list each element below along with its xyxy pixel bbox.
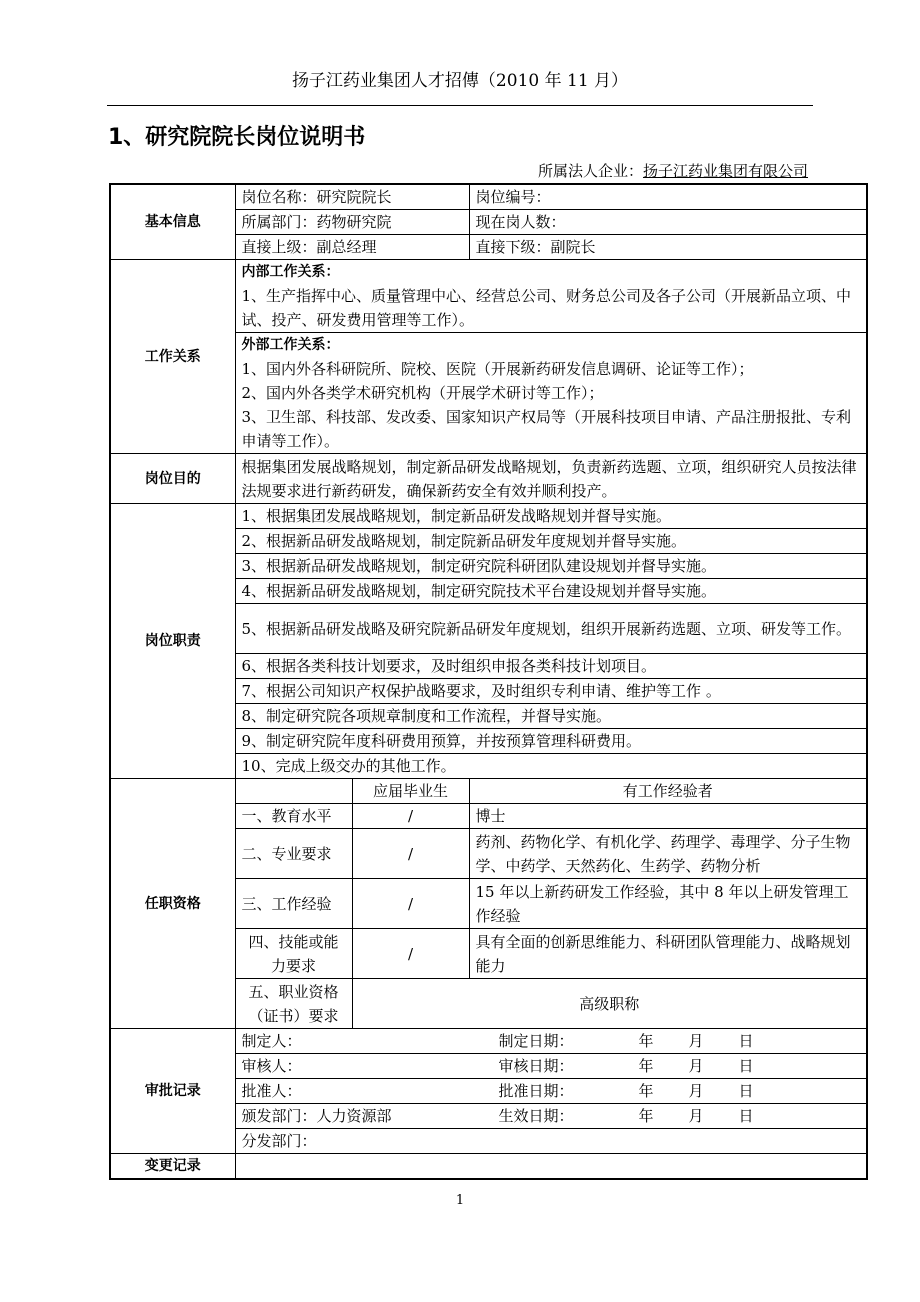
- approval-month: 月: [688, 1032, 704, 1050]
- qual-experienced: 博士: [469, 804, 867, 829]
- qual-col-experienced: 有工作经验者: [469, 779, 867, 804]
- duty-item: 2、根据新品研发战略规划，制定院新品研发年度规划并督导实施。: [235, 529, 867, 554]
- section-purpose: 岗位目的: [110, 454, 235, 504]
- org-line: [538, 160, 808, 181]
- approval-date-label: 制定日期：: [498, 1032, 574, 1050]
- approval-month: 月: [688, 1107, 704, 1125]
- approval-day: 日: [738, 1032, 754, 1050]
- qual-graduate: /: [352, 879, 469, 929]
- changes-value: [235, 1154, 867, 1180]
- duty-item: 7、根据公司知识产权保护战略要求，及时组织专利申请、维护等工作 。: [235, 679, 867, 704]
- qual-corner: [235, 779, 352, 804]
- org-name: 扬子江药业集团有限公司: [642, 162, 808, 180]
- qual-label: 一、教育水平: [235, 804, 352, 829]
- job-description-table: [109, 183, 868, 1180]
- qual-label: 二、专业要求: [235, 829, 352, 879]
- approval-person: 批准人：: [241, 1082, 302, 1100]
- approval-row: [235, 1104, 867, 1129]
- approval-row: [235, 1079, 867, 1104]
- approval-date-label: 生效日期：: [498, 1107, 574, 1125]
- internal-relations-text: 1、生产指挥中心、质量管理中心、经营总公司、财务总公司及各子公司（开展新品立项、中试、投产、研发费用管理等工作）。: [241, 287, 852, 329]
- qual-certificate: 高级职称: [352, 979, 867, 1029]
- approval-row: [235, 1029, 867, 1054]
- duty-item: 9、制定研究院年度科研费用预算，并按预算管理科研费用。: [235, 729, 867, 754]
- qual-label: 四、技能或能力要求: [235, 929, 352, 979]
- approval-month: 月: [688, 1057, 704, 1075]
- approval-person: 制定人：: [241, 1032, 302, 1050]
- duty-item: 8、制定研究院各项规章制度和工作流程，并督导实施。: [235, 704, 867, 729]
- basic-cell: 岗位名称：研究院院长: [235, 184, 469, 210]
- approval-year: 年: [638, 1032, 654, 1050]
- duty-item: 10、完成上级交办的其他工作。: [235, 754, 867, 779]
- approval-day: 日: [738, 1057, 754, 1075]
- section-changes: 变更记录: [110, 1154, 235, 1180]
- section-approval: 审批记录: [110, 1029, 235, 1154]
- approval-month: 月: [688, 1082, 704, 1100]
- qual-label: 五、职业资格（证书）要求: [235, 979, 352, 1029]
- external-relation-item: 3、卫生部、科技部、发改委、国家知识产权局等（开展科技项目申请、产品注册报批、专利申请等工作）。: [241, 408, 852, 450]
- page-number: 1: [455, 1193, 465, 1208]
- duty-item: 6、根据各类科技计划要求，及时组织申报各类科技计划项目。: [235, 654, 867, 679]
- qual-graduate: /: [352, 929, 469, 979]
- approval-row: [235, 1054, 867, 1079]
- section-qualifications: 任职资格: [110, 779, 235, 1029]
- header-rule: [107, 105, 813, 106]
- qual-graduate: /: [352, 829, 469, 879]
- basic-cell: 岗位编号：: [469, 184, 867, 210]
- approval-person: 审核人：: [241, 1057, 302, 1075]
- document-title: 1、研究院院长岗位说明书: [108, 125, 366, 150]
- section-basic-info: 基本信息: [110, 184, 235, 260]
- external-relation-item: 2、国内外各类学术研究机构（开展学术研讨等工作）；: [241, 384, 604, 402]
- approval-year: 年: [638, 1082, 654, 1100]
- approval-year: 年: [638, 1107, 654, 1125]
- qual-experienced: 具有全面的创新思维能力、科研团队管理能力、战略规划能力: [469, 929, 867, 979]
- approval-date-label: 审核日期：: [498, 1057, 574, 1075]
- qual-label: 三、工作经验: [235, 879, 352, 929]
- qual-experienced: 15 年以上新药研发工作经验，其中 8 年以上研发管理工作经验: [469, 879, 867, 929]
- basic-cell: 直接下级：副院长: [469, 235, 867, 260]
- duty-item: 3、根据新品研发战略规划，制定研究院科研团队建设规划并督导实施。: [235, 554, 867, 579]
- approval-date-label: 批准日期：: [498, 1082, 574, 1100]
- duty-item: 1、根据集团发展战略规划，制定新品研发战略规划并督导实施。: [235, 504, 867, 529]
- section-duties: 岗位职责: [110, 504, 235, 779]
- external-relation-item: 1、国内外各科研院所、院校、医院（开展新药研发信息调研、论证等工作）；: [241, 360, 754, 378]
- qual-experienced: 药剂、药物化学、有机化学、药理学、毒理学、分子生物学、中药学、天然药化、生药学、药物分析: [469, 829, 867, 879]
- qual-col-graduate: 应届毕业生: [352, 779, 469, 804]
- basic-cell: 直接上级：副总经理: [235, 235, 469, 260]
- page-header: 扬子江药业集团人才招傳（2010 年 11 月）: [291, 71, 629, 91]
- purpose-text: 根据集团发展战略规划，制定新品研发战略规划，负责新药选题、立项，组织研究人员按法律法规要求进行新药研发，确保新药安全有效并顺利投产。: [235, 454, 867, 504]
- qual-graduate: /: [352, 804, 469, 829]
- internal-relations: [235, 260, 867, 333]
- internal-relations-title: 内部工作关系：: [241, 264, 340, 280]
- basic-cell: 现在岗人数：: [469, 210, 867, 235]
- external-relations-title: 外部工作关系：: [241, 337, 340, 353]
- approval-year: 年: [638, 1057, 654, 1075]
- approval-day: 日: [738, 1082, 754, 1100]
- external-relations: [235, 333, 867, 454]
- duty-item: 5、根据新品研发战略及研究院新品研发年度规划，组织开展新药选题、立项、研发等工作。: [235, 604, 867, 654]
- duty-item: 4、根据新品研发战略规划，制定研究院技术平台建设规划并督导实施。: [235, 579, 867, 604]
- approval-person: 颁发部门：人力资源部: [241, 1107, 392, 1125]
- org-label: 所属法人企业：: [537, 162, 643, 180]
- basic-cell: 所属部门：药物研究院: [235, 210, 469, 235]
- approval-day: 日: [738, 1107, 754, 1125]
- distribution-dept: 分发部门：: [235, 1129, 867, 1154]
- section-relations: 工作关系: [110, 260, 235, 454]
